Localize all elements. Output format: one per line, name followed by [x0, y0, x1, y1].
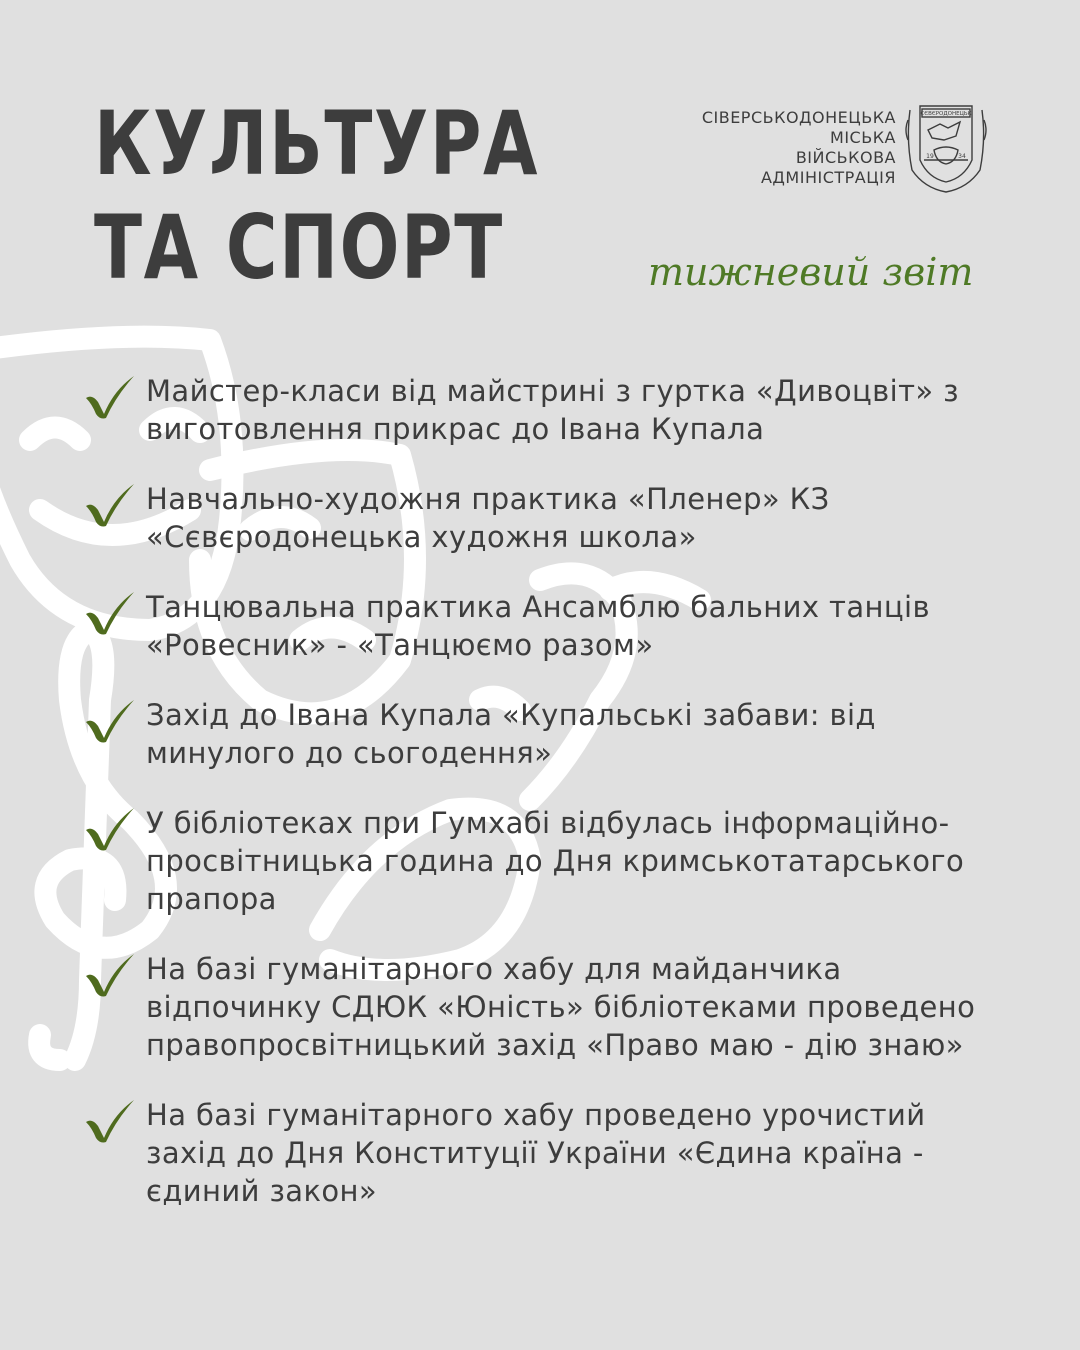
list-item	[82, 1096, 1012, 1210]
organization-name	[702, 108, 896, 188]
check-icon	[82, 374, 136, 420]
activities-list	[82, 372, 1012, 1242]
check-icon	[82, 590, 136, 636]
list-item	[82, 696, 1012, 772]
title-line-1: КУЛЬТУРА	[94, 92, 540, 195]
list-item	[82, 950, 1012, 1064]
check-icon	[82, 1098, 136, 1144]
org-line-2: МІСЬКА	[830, 128, 896, 147]
page-title	[94, 92, 539, 300]
list-item	[82, 804, 1012, 918]
list-item-text: На базі гуманітарного хабу проведено урочистий захід до Дня Конституції України «Єдина країна - єдиний закон»	[146, 1098, 926, 1208]
weekly-report-subtitle: тижневий звіт	[648, 250, 974, 294]
list-item-text: На базі гуманітарного хабу для майданчика відпочинку СДЮК «Юність» бібліотеками проведено правопросвітницький захід «Право маю - дію знаю»	[146, 952, 976, 1062]
check-icon	[82, 806, 136, 852]
list-item-text: У бібліотеках при Гумхабі відбулась інформаційно-просвітницька година до Дня кримськотатарського прапора	[146, 806, 965, 916]
check-icon	[82, 698, 136, 744]
list-item	[82, 480, 1012, 556]
list-item	[82, 588, 1012, 664]
org-line-3: ВІЙСЬКОВА	[795, 148, 896, 167]
list-item-text: Танцювальна практика Ансамблю бальних танців «Ровесник» - «Танцюємо разом»	[146, 590, 930, 662]
org-line-4: АДМІНІСТРАЦІЯ	[760, 168, 896, 187]
org-line-1: СІВЕРСЬКОДОНЕЦЬКА	[701, 108, 896, 127]
check-icon	[82, 952, 136, 998]
emblem-year-left: 19	[926, 153, 934, 160]
emblem-text: СЄВЄРОДОНЕЦЬК	[920, 111, 972, 117]
emblem-year-right: 34	[958, 153, 966, 160]
check-icon	[82, 482, 136, 528]
title-line-2: ТА СПОРТ	[94, 196, 504, 299]
city-coat-of-arms-icon	[904, 100, 988, 194]
list-item-text: Майстер-класи від майстрині з гуртка «Дивоцвіт» з виготовлення прикрас до Івана Купала	[146, 374, 959, 446]
list-item-text: Навчально-художня практика «Пленер» КЗ «Сєвєродонецька художня школа»	[146, 482, 830, 554]
list-item	[82, 372, 1012, 448]
list-item-text: Захід до Івана Купала «Купальські забави: від минулого до сьогодення»	[146, 698, 876, 770]
